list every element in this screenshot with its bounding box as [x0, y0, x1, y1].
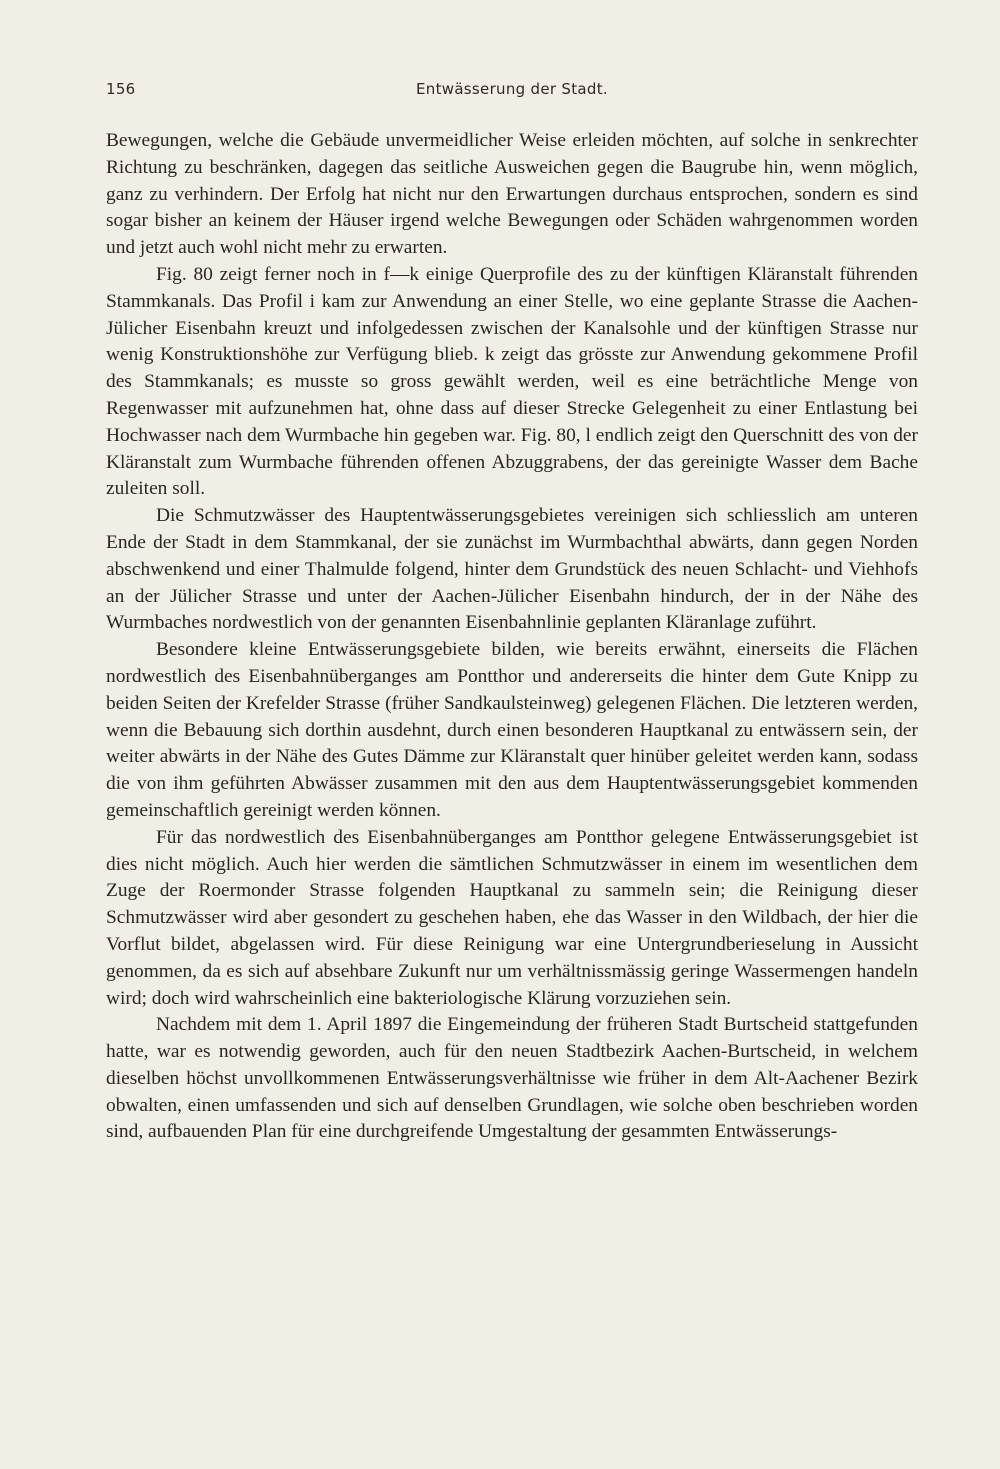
page-header — [106, 76, 918, 102]
body-text — [106, 128, 918, 1146]
paragraph: Fig. 80 zeigt ferner noch in f—k einige Querprofile des zu der künftigen Kläranstalt führenden Stammkanals. Das Profil i kam zur Anwendung an einer Stelle, wo eine geplante Strasse die Aachen-Jülicher Eisenbahn kreuzt und infolgedessen zwischen der Kanalsohle und der künftigen Strasse nur wenig Konstruktionshöhe zur Verfügung blieb. k zeigt das grösste zur Anwendung gekommene Profil des Stammkanals; es musste so gross gewählt werden, weil es eine beträchtliche Menge von Regenwasser mit aufzunehmen hat, ohne dass auf dieser Strecke Gelegenheit zu einer Entlastung bei Hochwasser nach dem Wurmbache hin gegeben war. Fig. 80, l endlich zeigt den Querschnitt des von der Kläranstalt zum Wurmbache führenden offenen Abzuggrabens, der das gereinigte Wasser dem Bache zuleiten soll. — [106, 263, 918, 500]
paragraph: Die Schmutzwässer des Hauptentwässerungsgebietes vereinigen sich schliesslich am unteren Ende der Stadt in dem Stammkanal, der sie zunächst im Wurmbachthal abwärts, dann gegen Norden abschwenkend und einer Thalmulde folgend, hinter dem Grundstück des neuen Schlacht- und Viehhofs an der Jülicher Strasse und unter der Aachen-Jülicher Eisenbahn hindurch, der in der Nähe des Wurmbaches nordwestlich von der genannten Eisenbahnlinie geplanten Kläranlage zuführt. — [106, 505, 918, 634]
paragraph: Besondere kleine Entwässerungsgebiete bilden, wie bereits erwähnt, einerseits die Flächen nordwestlich des Eisenbahnüberganges am Pontthor und andererseits die hinter dem Gute Knipp zu beiden Seiten der Krefelder Strasse (früher Sandkaulsteinweg) gelegenen Flächen. Die letzteren werden, wenn die Bebauung sich dorthin ausdehnt, durch einen besonderen Hauptkanal zu entwässern sein, der weiter abwärts in der Nähe des Gutes Dämme zur Kläranstalt quer hinüber geleitet werden kann, sodass die von ihm geführten Abwässer zusammen mit den aus dem Hauptentwässerungsgebiet kommenden gemeinschaftlich gereinigt werden können. — [106, 639, 918, 821]
paragraph: Nachdem mit dem 1. April 1897 die Eingemeindung der früheren Stadt Burtscheid stattgefunden hatte, war es notwendig geworden, auch für den neuen Stadtbezirk Aachen-Burtscheid, in welchem dieselben höchst unvollkommenen Entwässerungsverhältnisse wie früher in dem Alt-Aachener Bezirk obwalten, einen umfassenden und sich auf denselben Grundlagen, wie solche oben beschrieben worden sind, aufbauenden Plan für eine durchgreifende Umgestaltung der gesammten Entwässerungs- — [106, 1014, 918, 1143]
paragraph: Für das nordwestlich des Eisenbahnüberganges am Pontthor gelegene Entwässerungsgebiet ist dies nicht möglich. Auch hier werden die sämtlichen Schmutzwässer in einem im wesentlichen dem Zuge der Roermonder Strasse folgenden Hauptkanal zu sammeln sein; die Reinigung dieser Schmutzwässer wird aber gesondert zu geschehen haben, ehe das Wasser in den Wildbach, der hier die Vorflut bildet, abgelassen wird. Für diese Reinigung war eine Untergrundberieselung in Aussicht genommen, da es sich auf absehbare Zukunft nur um verhältnissmässig geringe Wassermengen handeln wird; doch wird wahrscheinlich eine bakteriologische Klärung vorzuziehen sein. — [106, 826, 918, 1009]
page-number: 156 — [106, 80, 136, 98]
running-title: Entwässerung der Stadt. — [415, 80, 608, 98]
paragraph: Bewegungen, welche die Gebäude unvermeidlicher Weise erleiden möchten, auf solche in senkrechter Richtung zu beschränken, dagegen das seitliche Ausweichen gegen die Baugrube hin, wenn möglich, ganz zu verhindern. Der Erfolg hat nicht nur den Erwartungen durchaus entsprochen, sondern es sind sogar bisher an keinem der Häuser irgend welche Bewegungen oder Schäden wahrgenommen worden und jetzt auch wohl nicht mehr zu erwarten. — [106, 130, 918, 259]
